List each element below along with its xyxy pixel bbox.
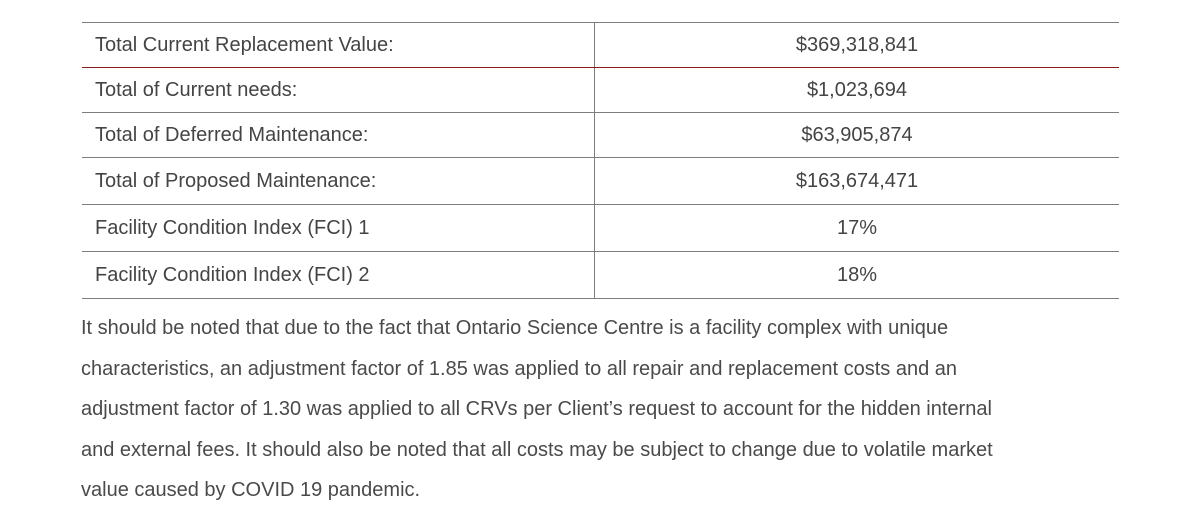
table-row-proposed-maintenance — [82, 158, 1119, 205]
summary-table — [82, 22, 1119, 299]
row-value: $163,674,471 — [795, 169, 919, 192]
row-value: 17% — [836, 216, 878, 239]
row-value: 18% — [836, 263, 878, 286]
note-line: adjustment factor of 1.30 was applied to all CRVs per Client’s request to account for the hidden internal — [81, 398, 992, 420]
table-row-current-needs — [82, 68, 1119, 113]
row-label: Total of Proposed Maintenance: — [82, 158, 595, 204]
table-row-current-replacement-value — [82, 23, 1119, 68]
row-label: Total Current Replacement Value: — [82, 23, 595, 67]
note-line: It should be noted that due to the fact that Ontario Science Centre is a facility complex with unique — [81, 317, 949, 339]
table-row-fci-2 — [82, 252, 1119, 299]
row-value: $369,318,841 — [795, 33, 919, 56]
table-row-fci-1 — [82, 205, 1119, 252]
note-line: characteristics, an adjustment factor of 1.85 was applied to all repair and replacement costs and an — [81, 357, 958, 380]
row-value: $1,023,694 — [806, 78, 908, 101]
row-label: Facility Condition Index (FCI) 2 — [82, 252, 595, 298]
row-label: Facility Condition Index (FCI) 1 — [82, 205, 595, 251]
table-row-deferred-maintenance — [82, 113, 1119, 158]
note-line: and external fees. It should also be noted that all costs may be subject to change due to volatile market — [81, 438, 993, 461]
row-label: Total of Deferred Maintenance: — [82, 113, 595, 157]
note-line: value caused by COVID 19 pandemic. — [81, 479, 421, 501]
row-value: $63,905,874 — [801, 123, 913, 146]
note-paragraph — [81, 308, 1161, 511]
row-label: Total of Current needs: — [82, 68, 595, 112]
